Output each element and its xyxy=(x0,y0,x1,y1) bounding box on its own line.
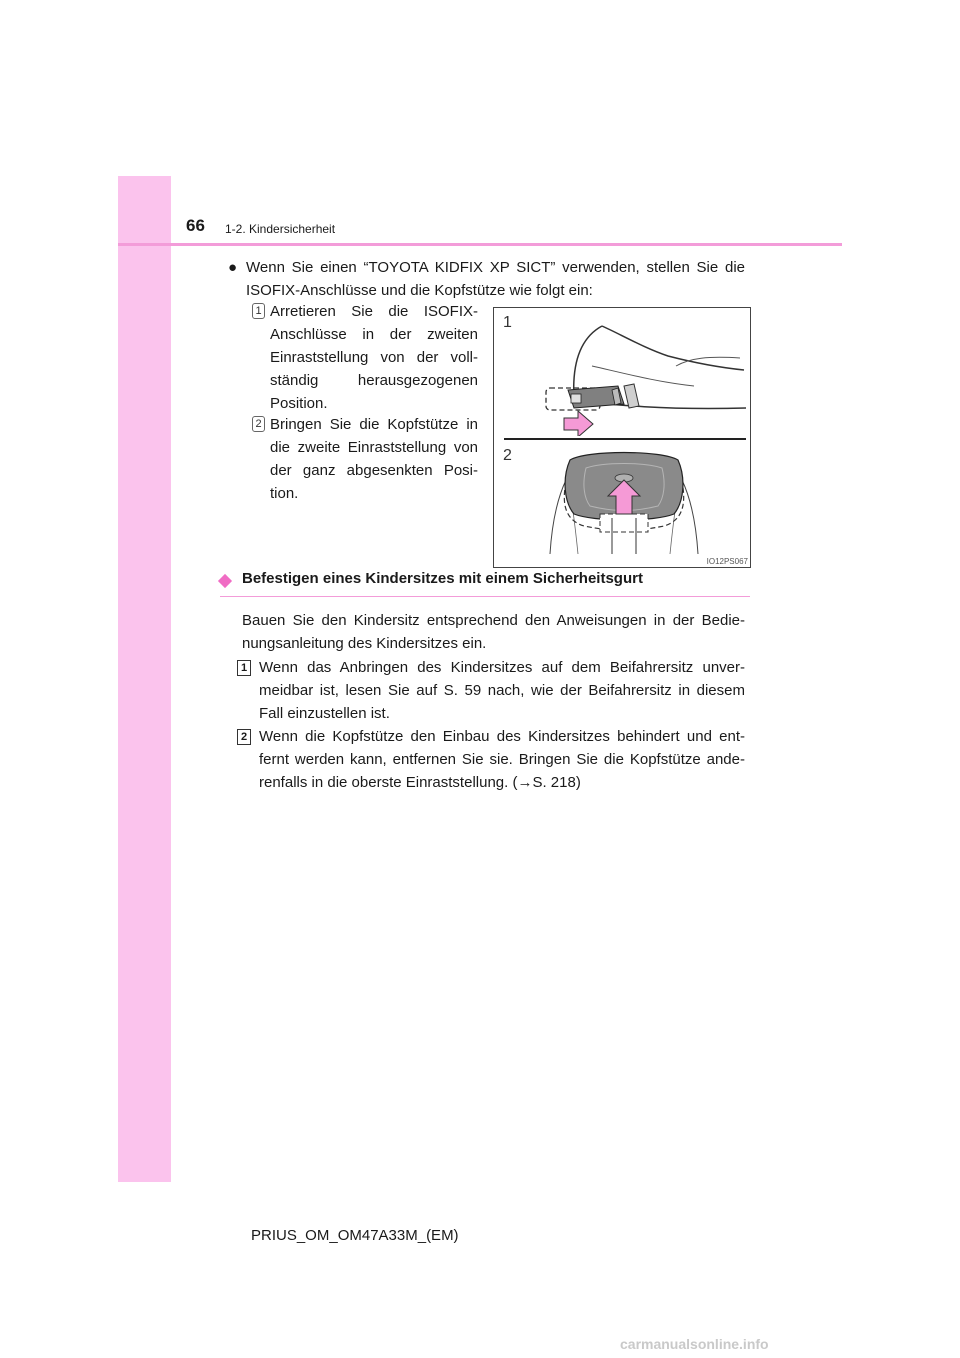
step-2-line-2: die zweite Einraststellung von xyxy=(270,439,478,456)
para-line-1: Bauen Sie den Kindersitz entsprechend den Anweisungen in der Bedie- xyxy=(242,612,745,629)
chapter-sidebar xyxy=(118,176,171,1182)
step-2-line-3: der ganz abgesenkten Posi- xyxy=(270,462,478,479)
item-2-line-2: fernt werden kann, entfernen Sie sie. Bringen Sie die Kopfstütze ande- xyxy=(259,751,745,768)
bullet-icon: ● xyxy=(228,259,238,276)
figure-divider xyxy=(504,438,746,440)
headrest-drawing xyxy=(494,442,750,564)
item-number-1: 1 xyxy=(237,660,251,676)
isofix-headrest-illustration xyxy=(493,307,751,568)
diamond-icon xyxy=(218,574,232,588)
para-line-2: nungsanleitung des Kindersitzes ein. xyxy=(242,635,487,652)
step-1-line-5: Position. xyxy=(270,395,328,412)
subsection-heading: Befestigen eines Kindersitzes mit einem Sicherheitsgurt xyxy=(242,570,643,587)
item-2-line-3: renfalls in die oberste Einraststellung. (→S. 218) xyxy=(259,774,581,791)
document-id: PRIUS_OM_OM47A33M_(EM) xyxy=(251,1227,459,1244)
intro-line-1: Wenn Sie einen “TOYOTA KIDFIX XP SICT” verwenden, stellen Sie die xyxy=(246,259,745,276)
item-2-line-1: Wenn die Kopfstütze den Einbau des Kindersitzes behindert und ent- xyxy=(259,728,745,745)
watermark-text: carmanualsonline.info xyxy=(620,1336,769,1352)
page-number: 66 xyxy=(186,216,205,235)
item-1-line-3: Fall einzustellen ist. xyxy=(259,705,390,722)
intro-line-2: ISOFIX-Anschlüsse und die Kopfstütze wie folgt ein: xyxy=(246,282,593,299)
step-number-2: 2 xyxy=(252,416,265,432)
step-1-line-1: Arretieren Sie die ISOFIX- xyxy=(270,303,478,320)
step-1-line-2: Anschlüsse in der zweiten xyxy=(270,326,478,343)
step-1-line-3: Einraststellung von der voll- xyxy=(270,349,478,366)
header-rule xyxy=(118,243,842,246)
subsection-rule xyxy=(220,596,750,597)
isofix-connector-drawing xyxy=(494,308,750,436)
item-1-line-1: Wenn das Anbringen des Kindersitzes auf dem Beifahrersitz unver- xyxy=(259,659,745,676)
figure-label-2: 2 xyxy=(503,447,512,464)
step-number-1: 1 xyxy=(252,303,265,319)
figure-code: IO12PS067 xyxy=(706,557,748,566)
step-2-line-1: Bringen Sie die Kopfstütze in xyxy=(270,416,478,433)
section-title: 1-2. Kindersicherheit xyxy=(225,222,336,236)
figure-label-1: 1 xyxy=(503,314,512,331)
step-1-line-4: ständig herausgezogenen xyxy=(270,372,478,389)
item-1-line-2: meidbar ist, lesen Sie auf S. 59 nach, wie der Beifahrersitz in diesem xyxy=(259,682,745,699)
step-2-line-4: tion. xyxy=(270,485,299,502)
item-number-2: 2 xyxy=(237,729,251,745)
